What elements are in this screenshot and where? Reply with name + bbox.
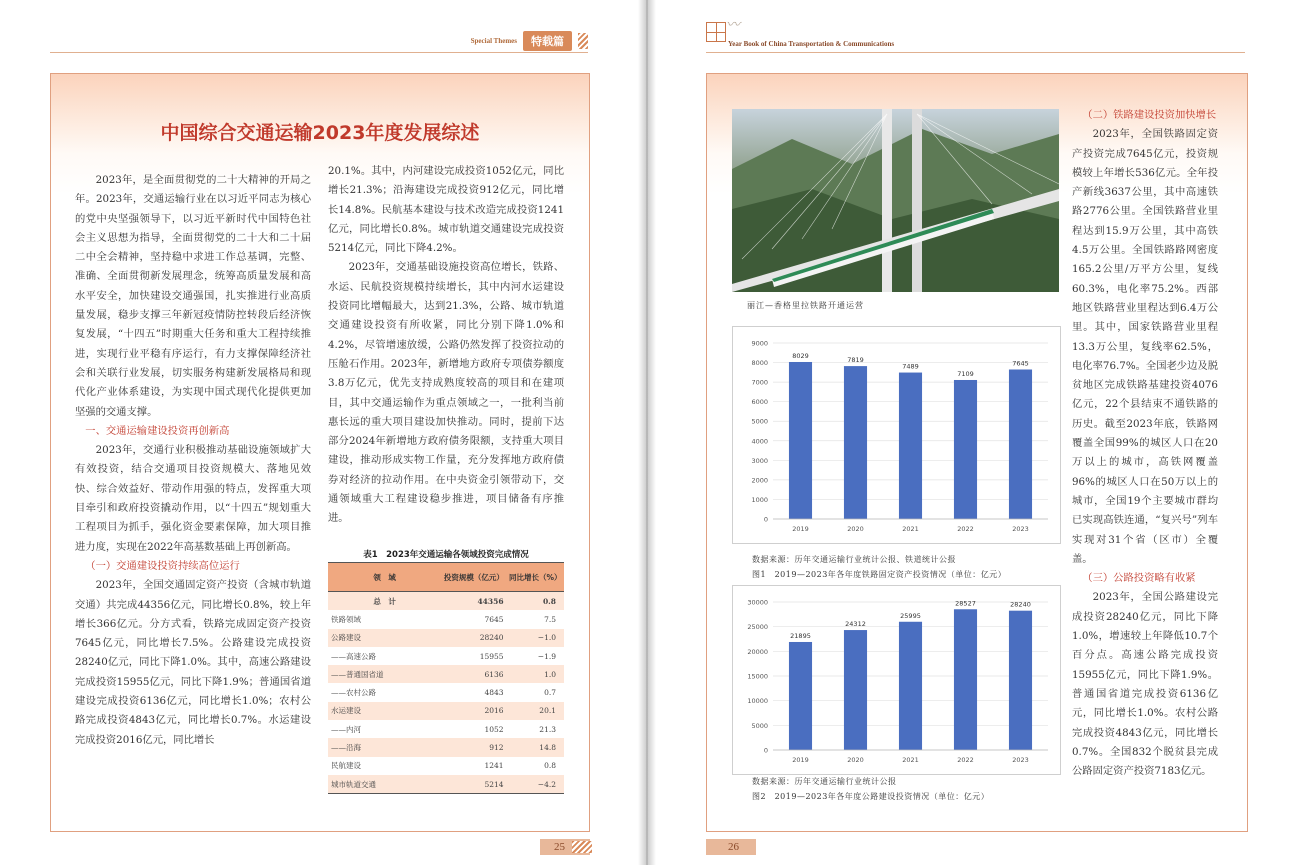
table-cell: 5214 xyxy=(441,775,506,794)
table-cell: ——普通国省道 xyxy=(328,665,441,683)
header-rule xyxy=(706,52,1245,53)
article-frame xyxy=(50,73,590,832)
y-tick-label: 3000 xyxy=(751,456,768,465)
table-cell: 1241 xyxy=(441,757,506,775)
table-row xyxy=(328,702,564,720)
section-tag: 特载篇 xyxy=(523,31,572,51)
table-header-cell: 投资规模（亿元） xyxy=(441,563,506,592)
x-tick-label: 2022 xyxy=(957,525,974,533)
page-number: 25 xyxy=(554,841,565,853)
table-cell: 912 xyxy=(441,738,506,756)
table-cell: 15955 xyxy=(441,647,506,665)
data-label: 8029 xyxy=(792,351,809,360)
table-cell: 21.3 xyxy=(507,720,564,738)
x-tick-label: 2021 xyxy=(902,525,919,533)
photo-caption: 丽江—香格里拉铁路开通运营 xyxy=(747,301,864,310)
bar xyxy=(1009,611,1032,750)
paragraph: 2023年，交通基础设施投资高位增长，铁路、水运、民航投资规模持续增长，其中内河水运建设投资同比增幅最大，达到21.3%，公路、城市轨道交通建设投资有所收紧，同比分别下降1.0%和4.2%，尽管增速放缓，公路仍然发挥了投资拉动的压舱石作用。2023年，新增地方政府专项债券额度3.8万亿元，优先支持成熟度较高的项目和在建项目，其中交通运输作为重点领域之一，一批利当前惠长远的重大项目建设加快推动。同时，提前下达部分2024年新增地方政府债务限额，支持重大项目建设，推动形成实物工作量，充分发挥地方政府债券对经济的拉动作用。在中央资金引领带动下，交通领域重大工程建设稳步推进，项目储备有序推进。 xyxy=(328,261,564,525)
table-row xyxy=(328,592,564,611)
table-cell: 4843 xyxy=(441,683,506,701)
data-label: 7645 xyxy=(1012,359,1029,368)
bar xyxy=(899,373,922,519)
chart-highway-investment xyxy=(732,585,1061,775)
text-column-right xyxy=(1072,106,1218,781)
chart1-caption: 图1 2019—2023年各年度铁路固定资产投资情况（单位：亿元） xyxy=(752,570,1007,579)
table-row xyxy=(328,665,564,683)
page-number: 26 xyxy=(728,841,739,853)
paragraph: 2023年，全国公路建设完成投资28240亿元，同比下降1.0%，增速较上年降低10.7个百分点。高速公路完成投资15955亿元，同比下降1.9%。普通国省道完成投资6136亿元，同比增长1.0%。农村公路完成投资4843亿元，同比增长0.7%。全国832个脱贫县完成公路固定资产投资7183亿元。 xyxy=(1072,591,1218,778)
table-row xyxy=(328,683,564,701)
paragraph: 20.1%。其中，内河建设完成投资1052亿元，同比增长21.3%；沿海建设完成投资912亿元，同比增长14.8%。民航基本建设与技术改造完成投资1241亿元，同比增长0.8%。城市轨道交通建设完成投资5214亿元，同比下降4.2%。 xyxy=(328,165,564,255)
left-page xyxy=(0,0,638,865)
table-cell: 6136 xyxy=(441,665,506,683)
chart-railway-investment xyxy=(732,326,1061,544)
y-tick-label: 10000 xyxy=(747,697,768,706)
table-cell: ——沿海 xyxy=(328,738,441,756)
paragraph: 2023年，全国交通固定资产投资（含城市轨道交通）共完成44356亿元，同比增长0.8%，较上年增长366亿元。分方式看，铁路完成固定资产投资7645亿元，同比增长7.5%。公路建设完成投资28240亿元，同比下降1.0%。其中，高速公路建设完成投资15955亿元，同比下降1.9%；普通国省道建设完成投资6136亿元，同比增长1.0%；农村公路完成投资4843亿元，同比增长0.7%。水运建设完成投资2016亿元，同比增长 xyxy=(75,579,311,746)
header-rule xyxy=(50,52,588,53)
y-tick-label: 9000 xyxy=(751,339,768,348)
data-label: 7819 xyxy=(847,356,864,365)
bar xyxy=(789,642,812,750)
bar xyxy=(1009,369,1032,519)
y-tick-label: 0 xyxy=(763,515,768,524)
table-title: 表1 2023年交通运输各领域投资完成情况 xyxy=(363,550,529,560)
section-heading: 一、交通运输建设投资再创新高 xyxy=(85,424,230,437)
table-row xyxy=(328,757,564,775)
data-label: 28240 xyxy=(1010,600,1031,609)
table-cell: 0.7 xyxy=(507,683,564,701)
header-en-label: Year Book of China Transportation & Communications xyxy=(728,40,895,48)
data-label: 21895 xyxy=(790,631,811,640)
chart2-caption: 图2 2019—2023年各年度公路建设投资情况（单位：亿元） xyxy=(752,792,990,801)
chart1-source: 数据来源：历年交通运输行业统计公报、铁道统计公报 xyxy=(752,555,956,564)
table-cell: −1.9 xyxy=(507,647,564,665)
left-header xyxy=(471,31,588,51)
right-page xyxy=(656,0,1295,865)
table-row xyxy=(328,738,564,756)
table-cell: 1.0 xyxy=(507,665,564,683)
y-tick-label: 1000 xyxy=(751,495,768,504)
bar xyxy=(789,362,812,519)
subsection-heading: （二）铁路建设投资加快增长 xyxy=(1082,109,1217,121)
data-label: 28527 xyxy=(955,599,976,608)
y-tick-label: 2000 xyxy=(751,476,768,485)
table-row xyxy=(328,720,564,738)
railway-bridge-photo xyxy=(732,109,1059,292)
y-tick-label: 6000 xyxy=(751,398,768,407)
table-cell: 2016 xyxy=(441,702,506,720)
subsection-heading: （三）公路投资略有收紧 xyxy=(1082,572,1196,585)
table-cell: 0.8 xyxy=(507,592,564,611)
y-tick-label: 5000 xyxy=(751,417,768,426)
table-cell: −1.0 xyxy=(507,629,564,647)
logo-swirl-icon: 〰 xyxy=(726,17,740,33)
data-label: 25995 xyxy=(900,611,921,620)
table-cell: ——农村公路 xyxy=(328,683,441,701)
table-cell: 7645 xyxy=(441,610,506,628)
table-cell: 7.5 xyxy=(507,610,564,628)
bar xyxy=(844,366,867,519)
table-header-cell: 领 域 xyxy=(328,563,441,592)
stripe-decoration xyxy=(578,33,588,49)
x-tick-label: 2021 xyxy=(902,756,919,764)
y-tick-label: 25000 xyxy=(747,623,768,632)
table-row xyxy=(328,610,564,628)
y-tick-label: 4000 xyxy=(751,437,768,446)
y-tick-label: 15000 xyxy=(747,672,768,681)
y-tick-label: 0 xyxy=(763,746,768,755)
paragraph: 2023年，是全面贯彻党的二十大精神的开局之年。2023年，交通运输行业在以习近平同志为核心的党中央坚强领导下，以习近平新时代中国特色社会主义思想为指导，全面贯彻党的二十大和二十届二中全会精神，坚持稳中求进工作总基调，完整、准确、全面贯彻新发展理念，统筹高质量发展和高水平安全，加快建设交通强国，扎实推进行业高质量发展，稳步支撑三年新冠疫情防控转段后经济恢复发展，“十四五”时期重大任务和重大工程持续推进，实现行业平稳有序运行，有力支撑保障经济社会和关联行业发展，切实服务构建新发展格局和现代化产业体系建设，为实现中国式现代化提供更加坚强的交通支撑。 xyxy=(75,174,311,418)
article-frame xyxy=(706,73,1248,832)
y-tick-label: 8000 xyxy=(751,359,768,368)
y-tick-label: 5000 xyxy=(751,721,768,730)
table-cell: 总 计 xyxy=(328,592,441,611)
subsection-heading: （一）交通建设投资持续高位运行 xyxy=(85,559,240,572)
yearbook-logo xyxy=(706,22,726,42)
table-cell: 公路建设 xyxy=(328,629,441,647)
data-label: 7109 xyxy=(957,369,974,378)
bar xyxy=(954,380,977,519)
investment-table xyxy=(328,562,564,794)
x-tick-label: 2023 xyxy=(1012,756,1029,764)
table-row xyxy=(328,629,564,647)
stripe-decoration xyxy=(572,841,592,853)
table-cell: 1052 xyxy=(441,720,506,738)
header-en-label: Special Themes xyxy=(470,37,517,45)
table-cell: 28240 xyxy=(441,629,506,647)
x-tick-label: 2020 xyxy=(847,756,864,764)
bar xyxy=(844,630,867,750)
x-tick-label: 2019 xyxy=(792,525,809,533)
paragraph: 2023年，全国铁路固定资产投资完成7645亿元，投资规模较上年增长536亿元。全年投产新线3637公里，其中高速铁路2776公里。全国铁路营业里程达到15.9万公里，其中高铁4.5万公里。全国铁路路网密度165.2公里/万平方公里，复线60.3%，电化率75.2%。西部地区铁路营业里程达到6.4万公里。其中，国家铁路营业里程13.3万公里，复线率62.5%，电化率76.7%。全国老少边及脱贫地区完成铁路基建投资4076亿元，22个县结束不通铁路的历史。截至2023年底，铁路网覆盖全国99%的城区人口在20万以上的城市，高铁网覆盖96%的城区人口在50万以上的城市，全国19个主要城市群均已实现高铁连通，“复兴号”列车实现对31个省（区市）全覆盖。 xyxy=(1072,128,1218,565)
bar xyxy=(954,609,977,750)
data-label: 7489 xyxy=(902,362,919,371)
text-column-1 xyxy=(75,171,311,750)
table-row xyxy=(328,775,564,794)
table-cell: ——内河 xyxy=(328,720,441,738)
table-row xyxy=(328,647,564,665)
bar xyxy=(899,622,922,750)
table-header-cell: 同比增长（%） xyxy=(507,563,564,592)
table-cell: 20.1 xyxy=(507,702,564,720)
data-label: 24312 xyxy=(845,620,866,629)
x-tick-label: 2020 xyxy=(847,525,864,533)
y-tick-label: 7000 xyxy=(751,378,768,387)
table-cell: 水运建设 xyxy=(328,702,441,720)
table-cell: 铁路领域 xyxy=(328,610,441,628)
table-cell: 14.8 xyxy=(507,738,564,756)
table-cell: ——高速公路 xyxy=(328,647,441,665)
book-gutter xyxy=(638,0,656,865)
x-tick-label: 2022 xyxy=(957,756,974,764)
table-cell: −4.2 xyxy=(507,775,564,794)
chart2-source: 数据来源：历年交通运输行业统计公报 xyxy=(752,777,897,786)
table-cell: 民航建设 xyxy=(328,757,441,775)
text-column-2 xyxy=(328,162,564,529)
table-cell: 城市轨道交通 xyxy=(328,775,441,794)
table-cell: 44356 xyxy=(441,592,506,611)
y-tick-label: 20000 xyxy=(747,647,768,656)
paragraph: 2023年，交通行业积极推动基础设施领域扩大有效投资，结合交通项目投资规模大、落地见效快、综合效益好、带动作用强的特点，发挥重大项目牵引和政府投资撬动作用，以“十四五”规划重大工程项目为抓手，强化资金要素保障，加大项目推进力度，实现在2022年高基数基础上再创新高。 xyxy=(75,444,311,553)
y-tick-label: 30000 xyxy=(747,598,768,607)
x-tick-label: 2023 xyxy=(1012,525,1029,533)
table-cell: 0.8 xyxy=(507,757,564,775)
article-title: 中国综合交通运输2023年度发展综述 xyxy=(160,122,480,144)
x-tick-label: 2019 xyxy=(792,756,809,764)
